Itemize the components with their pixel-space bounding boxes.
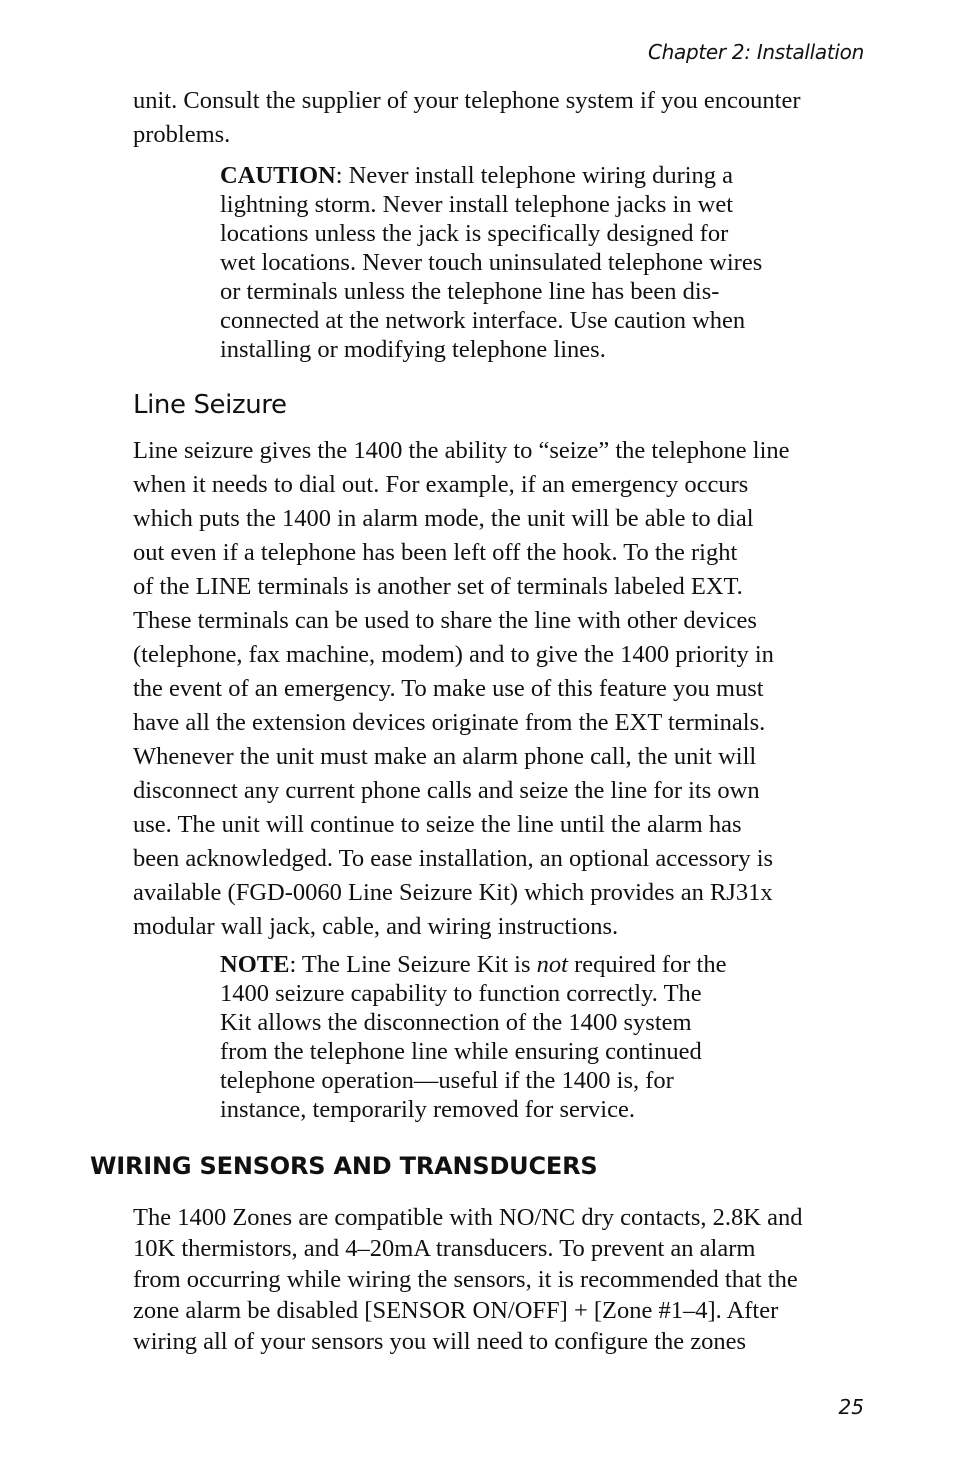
text-line: These terminals can be used to share the line with other devices	[133, 607, 757, 634]
wiring-paragraph	[133, 1202, 868, 1357]
text-line: disconnect any current phone calls and seize the line for its own	[133, 777, 760, 804]
text-line: wet locations. Never touch uninsulated telephone wires	[220, 249, 763, 276]
caution-callout	[220, 161, 820, 364]
emphasis: not	[536, 951, 568, 978]
text-line: or terminals unless the telephone line has been dis-	[220, 278, 720, 305]
text-line: instance, temporarily removed for service.	[220, 1096, 635, 1123]
text-line: installing or modifying telephone lines.	[220, 336, 606, 363]
text-line: problems.	[133, 121, 231, 148]
text-line: modular wall jack, cable, and wiring instructions.	[133, 913, 619, 940]
text-line: CAUTION: Never install telephone wiring during a	[220, 162, 734, 189]
running-head: Chapter 2: Installation	[647, 40, 864, 64]
text-line: 1400 seizure capability to function correctly. The	[220, 980, 702, 1007]
text-line: of the LINE terminals is another set of terminals labeled EXT.	[133, 573, 743, 600]
text-line: The 1400 Zones are compatible with NO/NC dry contacts, 2.8K and	[133, 1204, 803, 1231]
text-line: out even if a telephone has been left off the hook. To the right	[133, 539, 738, 566]
text-line: lightning storm. Never install telephone jacks in wet	[220, 191, 734, 218]
text-line: use. The unit will continue to seize the line until the alarm has	[133, 811, 742, 838]
text-line: (telephone, fax machine, modem) and to give the 1400 priority in	[133, 641, 774, 668]
text-line: Whenever the unit must make an alarm phone call, the unit will	[133, 743, 757, 770]
intro-paragraph	[133, 84, 868, 152]
text-line: from occurring while wiring the sensors, it is recommended that the	[133, 1266, 798, 1293]
text-line: connected at the network interface. Use caution when	[220, 307, 746, 334]
text-line: which puts the 1400 in alarm mode, the unit will be able to dial	[133, 505, 754, 532]
text-line: the event of an emergency. To make use of this feature you must	[133, 675, 764, 702]
section-heading-wiring: WIRING SENSORS AND TRANSDUCERS	[90, 1152, 598, 1180]
text-line: wiring all of your sensors you will need to configure the zones	[133, 1328, 747, 1355]
note-label: NOTE	[220, 951, 290, 978]
text-line: when it needs to dial out. For example, if an emergency occurs	[133, 471, 749, 498]
text-line: 10K thermistors, and 4–20mA transducers. To prevent an alarm	[133, 1235, 756, 1262]
text-line: been acknowledged. To ease installation, an optional accessory is	[133, 845, 774, 872]
text-line: telephone operation—useful if the 1400 is, for	[220, 1067, 674, 1094]
text-line: available (FGD-0060 Line Seizure Kit) which provides an RJ31x	[133, 879, 773, 906]
note-callout	[220, 950, 820, 1124]
caution-label: CAUTION	[220, 162, 336, 189]
text-line: Kit allows the disconnection of the 1400 system	[220, 1009, 692, 1036]
section-heading-line-seizure: Line Seizure	[133, 390, 287, 420]
text-line: from the telephone line while ensuring continued	[220, 1038, 702, 1065]
text-line: unit. Consult the supplier of your telephone system if you encounter	[133, 87, 801, 114]
text-line: Line seizure gives the 1400 the ability to “seize” the telephone line	[133, 437, 790, 464]
text-line: zone alarm be disabled [SENSOR ON/OFF] + [Zone #1–4]. After	[133, 1297, 779, 1324]
page-number: 25	[838, 1395, 864, 1419]
text-line: locations unless the jack is specifically designed for	[220, 220, 729, 247]
line-seizure-paragraph	[133, 434, 868, 944]
text-line: have all the extension devices originate from the EXT terminals.	[133, 709, 766, 736]
text-line: NOTE: The Line Seizure Kit is not required for the	[220, 951, 727, 978]
